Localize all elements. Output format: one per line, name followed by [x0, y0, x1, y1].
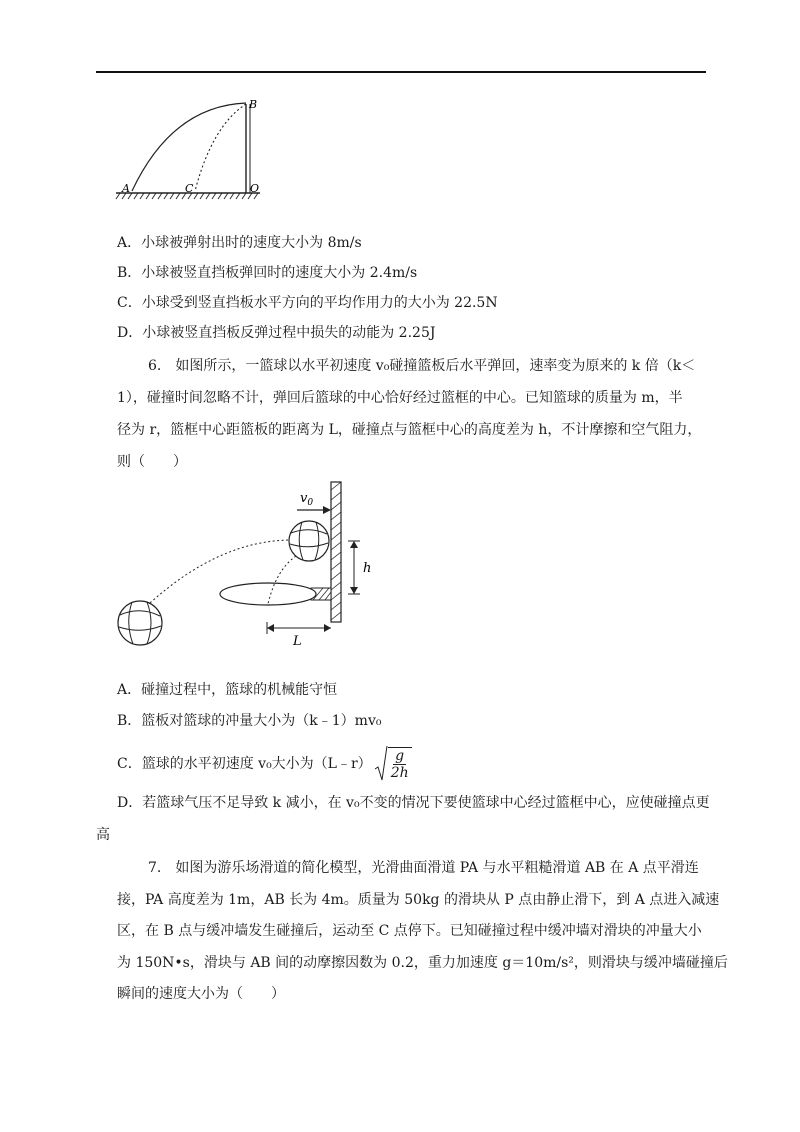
q7-stem-line1: 7. 如图为游乐场滑道的简化模型，光滑曲面滑道 PA 与水平粗糙滑道 AB 在 A 点平滑连: [148, 860, 699, 876]
q6-option-c: C．篮球的水平初速度 v₀大小为（L﹣r） $\frac{g}{2h}$: [117, 745, 412, 783]
q6-stem-line1: 6. 如图所示，一篮球以水平初速度 v₀碰撞篮板后水平弹回，速率变为原来的 k 倍（k＜: [148, 358, 696, 374]
q6-stem-line3: 径为 r，篮框中心距篮板的距离为 L，碰撞点与篮框中心的高度差为 h，不计摩擦和空气阻力，: [117, 422, 702, 438]
label-C: C: [185, 182, 194, 195]
q7-stem-line3: 区，在 B 点与缓冲墙发生碰撞后，运动至 C 点停下。已知碰撞过程中缓冲墙对滑块的冲量大小: [117, 923, 702, 939]
q5-option-d: D．小球被竖直挡板反弹过程中损失的动能为 2.25J: [117, 325, 436, 341]
h-label: h: [363, 561, 372, 576]
L-label: L: [293, 634, 302, 649]
q6-option-d-line1: D．若篮球气压不足导致 k 减小，在 v₀不变的情况下要使篮球中心经过篮框中心，应使碰撞点更: [117, 795, 710, 811]
label-B: B: [249, 98, 258, 111]
q6-option-d-line2: 高: [96, 827, 110, 843]
basketball-figure: [110, 478, 390, 658]
projectile-figure: [112, 96, 272, 208]
q6-option-a: A．碰撞过程中，篮球的机械能守恒: [117, 682, 338, 698]
q6-stem-line4: 则（ ）: [117, 454, 187, 470]
q5-option-c: C．小球受到竖直挡板水平方向的平均作用力的大小为 22.5N: [117, 295, 498, 311]
q6-option-b: B．篮板对篮球的冲量大小为（k﹣1）mv₀: [117, 713, 382, 729]
basketball-upper: [289, 521, 329, 561]
v0-label: $v_0$: [300, 491, 314, 508]
label-A: A: [122, 182, 130, 195]
label-O: O: [250, 182, 260, 195]
q7-stem-line2: 接，PA 高度差为 1m，AB 长为 4m。质量为 50kg 的滑块从 P 点由静止滑下，到 A 点进入减速: [117, 892, 720, 908]
q7-stem-line5: 瞬间的速度大小为（ ）: [117, 986, 285, 1002]
header-rule: [96, 71, 706, 73]
q6-stem-line2: 1），碰撞时间忽略不计，弹回后篮球的中心恰好经过篮框的中心。已知篮球的质量为 m，半: [117, 390, 683, 406]
sqrt-fraction: $\frac{g}{2h}$: [374, 745, 412, 783]
q5-option-b: B．小球被竖直挡板弹回时的速度大小为 2.4m/s: [117, 265, 418, 281]
basketball-lower: [118, 601, 162, 645]
q7-stem-line4: 为 150N•s，滑块与 AB 间的动摩擦因数为 0.2，重力加速度 g＝10m/s²，则滑块与缓冲墙碰撞后: [117, 955, 728, 971]
q5-option-a: A．小球被弹射出时的速度大小为 8m/s: [117, 235, 362, 251]
